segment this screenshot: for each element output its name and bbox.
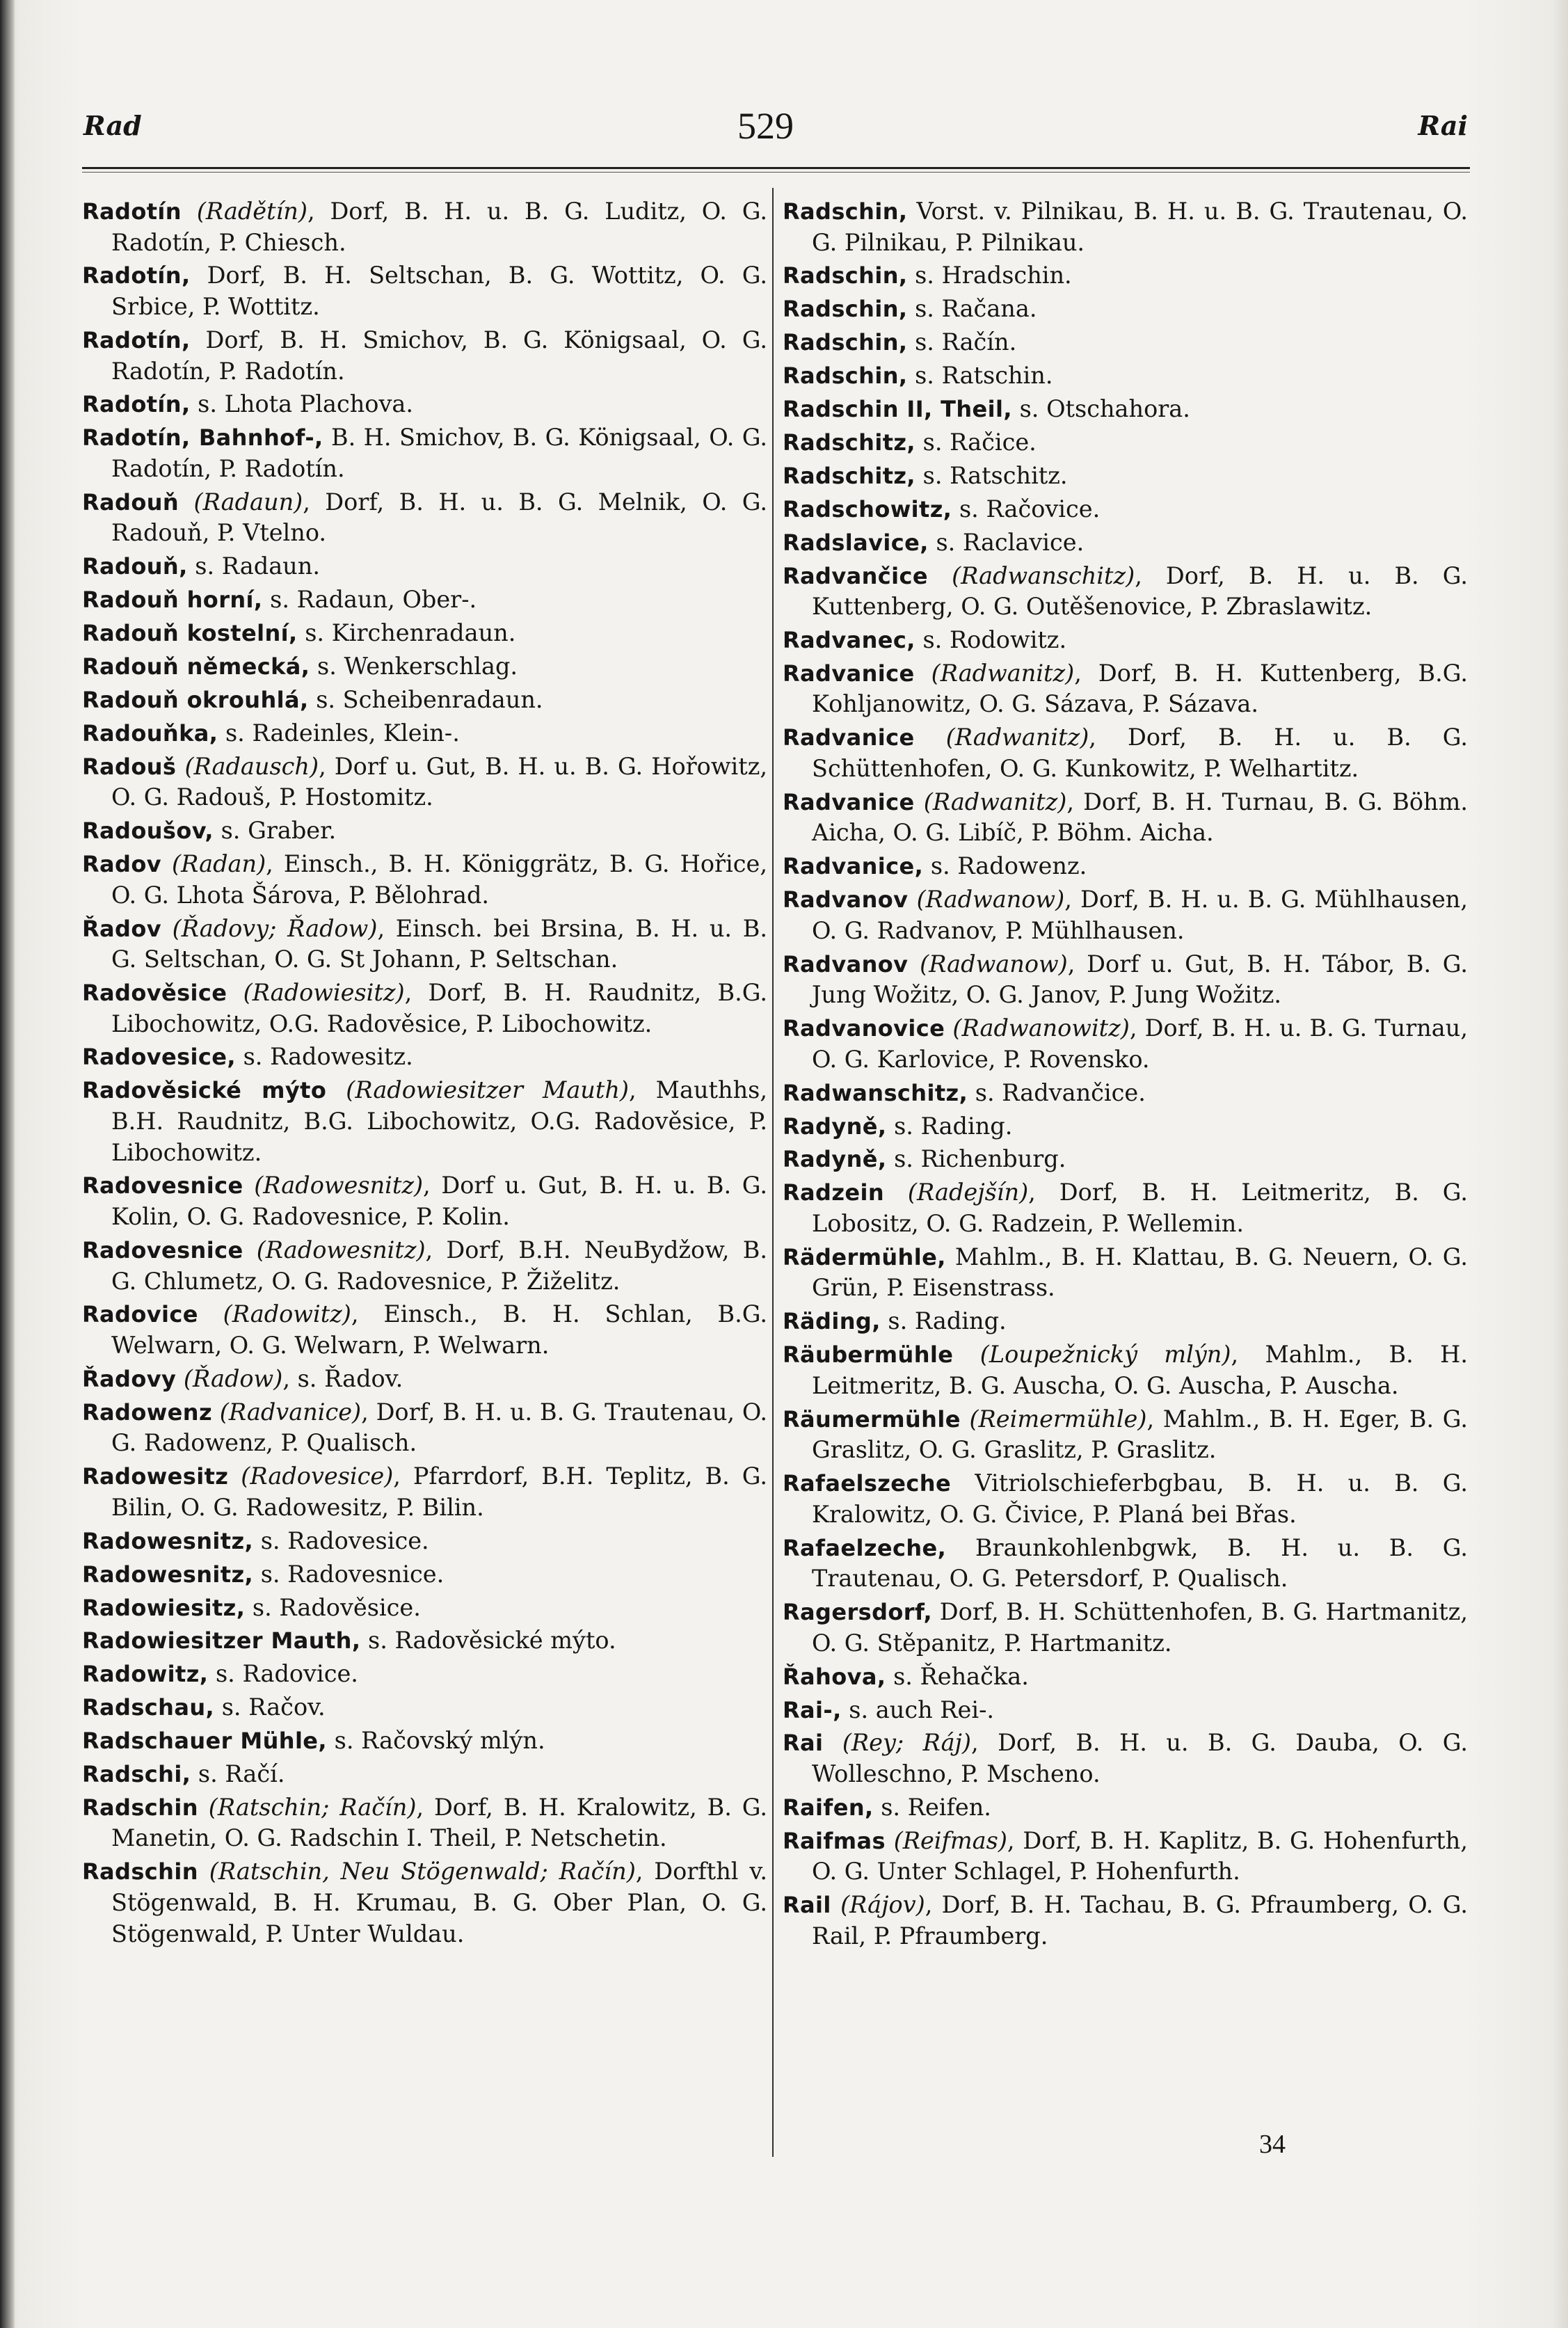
entry-description: , Einsch. bei Brsina, B. H. u. B. G. Seltschan, O. G. St Johann, P. Seltschan. (111, 914, 767, 973)
gazetteer-entry (783, 1306, 1468, 1337)
gazetteer-entry (783, 461, 1468, 492)
gazetteer-entry (82, 422, 767, 484)
entry-description: , s. Řadov. (282, 1364, 403, 1392)
entry-headword: Radotín (82, 198, 182, 225)
gazetteer-entry (783, 1695, 1468, 1726)
entry-description: s. Radovesice. (253, 1526, 429, 1554)
gazetteer-entry (783, 851, 1468, 882)
gazetteer-entry (82, 487, 767, 549)
entry-headword: Radschin, (783, 329, 908, 356)
gazetteer-entry (783, 1468, 1468, 1530)
entry-alternate-name: (Radejšín) (907, 1179, 1029, 1206)
entry-description: s. Radověsické mýto. (360, 1627, 616, 1655)
entry-headword: Raifen, (783, 1794, 874, 1821)
entry-alternate-name: (Řadovy; Řadow) (172, 914, 378, 942)
gazetteer-entry (82, 1526, 767, 1557)
entry-headword: Radvanice (783, 788, 915, 815)
entry-headword: Radschin, (783, 296, 908, 323)
entry-description: , Dorf, B. H. u. B. G. Kuttenberg, O. G. Outěšenovice, P. Zbraslawitz. (812, 561, 1468, 621)
entry-description: , Dorf u. Gut, B. H. u. B. G. Hořowitz, O. G. Radouš, P. Hostomitz. (111, 752, 767, 811)
entry-alternate-name: (Radwanowitz) (952, 1014, 1130, 1042)
gazetteer-entry (82, 551, 767, 582)
gazetteer-entry (783, 294, 1468, 325)
entry-headword: Radotín, (82, 262, 191, 289)
entry-alternate-name: (Radaun) (193, 488, 303, 516)
entry-description: s. Ratschin. (907, 362, 1053, 390)
gazetteer-entry (783, 1339, 1468, 1401)
entry-headword: Raifmas (783, 1827, 886, 1854)
gazetteer-entry (82, 914, 767, 975)
entry-alternate-name: (Řadow) (183, 1364, 283, 1392)
entry-description: , Dorf, B. H. Kuttenberg, B.G. Kohljanowitz, O. G. Sázava, P. Sázava. (812, 659, 1469, 718)
header-right-catchword: Rai (1418, 110, 1468, 141)
running-header (83, 104, 1468, 160)
entry-headword: Radschitz, (783, 429, 915, 456)
entry-alternate-name: (Radowiesitzer Mauth) (346, 1076, 629, 1104)
entry-description: , Mauthhs, B.H. Raudnitz, B.G. Libochowitz, O.G. Radověsice, P. Libochowitz. (111, 1076, 767, 1166)
gazetteer-entry (783, 722, 1468, 784)
right-column (783, 196, 1468, 1954)
gazetteer-entry (783, 561, 1468, 623)
entry-headword: Radvanice (783, 660, 915, 687)
entry-description: s. Račovský mlýn. (326, 1727, 545, 1755)
entry-headword: Radyně, (783, 1146, 887, 1173)
entry-description: s. Radvančice. (968, 1078, 1146, 1106)
gazetteer-entry (783, 1177, 1468, 1239)
entry-headword: Radschowitz, (783, 495, 952, 523)
entry-headword: Rafaelszeche (783, 1470, 952, 1497)
spine-shadow (0, 0, 15, 2328)
gazetteer-entry (82, 618, 767, 649)
gazetteer-entry (783, 1792, 1468, 1824)
gazetteer-entry (82, 685, 767, 716)
entry-description: s. Wenkerschlag. (310, 652, 518, 680)
entry-headword: Radowiesitzer Mauth, (82, 1627, 361, 1655)
entry-headword: Radovice (82, 1301, 198, 1328)
gazetteer-entry (82, 260, 767, 322)
entry-headword: Radvanov (783, 950, 909, 978)
gazetteer-entry (783, 1661, 1468, 1693)
column-divider (772, 188, 774, 2157)
entry-headword: Radouň kostelní, (82, 620, 298, 647)
entry-description: Dorf, B. H. Smichov, B. G. Königsaal, O. G. Radotín, P. Radotín. (111, 326, 767, 385)
entry-description: , Dorf, B. H. u. B. G. Schüttenhofen, O. G. Kunkowitz, P. Welhartitz. (812, 724, 1468, 782)
entry-headword: Radouň okrouhlá, (82, 686, 309, 713)
entry-description: s. Račovice. (952, 495, 1101, 523)
entry-description: , Dorf, B. H. Raudnitz, B.G. Libochowitz, O.G. Radověsice, P. Libochowitz. (111, 979, 767, 1037)
entry-description: s. Raclavice. (928, 528, 1085, 556)
gazetteer-entry (783, 1144, 1468, 1175)
entry-alternate-name: (Radwanow) (920, 950, 1068, 978)
entry-alternate-name: (Radausch) (184, 752, 319, 780)
gazetteer-entry (82, 1725, 767, 1757)
entry-alternate-name: (Radowesnitz) (256, 1236, 426, 1263)
gazetteer-entry (82, 751, 767, 813)
gazetteer-entry (82, 651, 767, 683)
gazetteer-entry (783, 787, 1468, 849)
entry-headword: Radověsice (82, 980, 227, 1006)
gazetteer-entry (82, 1461, 767, 1523)
gazetteer-entry (783, 1728, 1468, 1789)
header-rule (82, 167, 1470, 169)
gazetteer-entry (783, 658, 1468, 720)
gazetteer-entry (82, 1792, 767, 1854)
gazetteer-entry (82, 584, 767, 616)
entry-headword: Radvanov (783, 886, 909, 914)
entry-description: s. Radovesnice. (253, 1560, 445, 1588)
gazetteer-entry (82, 389, 767, 420)
entry-alternate-name: (Rájov) (840, 1891, 925, 1919)
gazetteer-entry (783, 260, 1468, 292)
entry-headword: Radschin (82, 1794, 198, 1821)
entry-description: , Dorf, B. H. u. B. G. Luditz, O. G. Radotín, P. Chiesch. (111, 198, 767, 256)
gazetteer-entry (82, 815, 767, 847)
entry-description: , Mahlm., B. H. Eger, B. G. Graslitz, O. G. Graslitz, P. Graslitz. (812, 1405, 1468, 1464)
entry-headword: Radvanec, (783, 626, 915, 653)
entry-alternate-name: (Radwanitz) (923, 788, 1067, 815)
entry-headword: Radowiesitz, (82, 1594, 246, 1621)
gazetteer-entry (82, 1397, 767, 1459)
entry-description: , Dorf, B. H. Kralowitz, B. G. Manetin, O. G. Radschin I. Theil, P. Netschetin. (111, 1793, 767, 1852)
entry-description: s. Račí. (191, 1760, 285, 1787)
entry-headword: Radschin, (783, 262, 908, 289)
gazetteer-entry (783, 527, 1468, 559)
entry-description: , Dorfthl v. Stögenwald, B. H. Krumau, B. G. Ober Plan, O. G. Stögenwald, P. Unter Wuldau. (111, 1858, 767, 1947)
entry-alternate-name: (Radovesice) (241, 1462, 394, 1490)
gazetteer-entry (783, 1078, 1468, 1109)
entry-headword: Radschitz, (783, 462, 915, 489)
gazetteer-entry (783, 1826, 1468, 1888)
entry-description: s. auch Rei-. (841, 1696, 995, 1723)
entry-headword: Radověsické mýto (82, 1077, 327, 1104)
entry-description: Vorst. v. Pilnikau, B. H. u. B. G. Trautenau, O. G. Pilnikau, P. Pilnikau. (812, 198, 1468, 256)
entry-headword: Radwanschitz, (783, 1079, 968, 1106)
entry-description: , Einsch., B. H. Königgrätz, B. G. Hořice, O. G. Lhota Šárova, P. Bělohrad. (111, 850, 767, 909)
entry-description: s. Graber. (213, 817, 337, 845)
gazetteer-entry (82, 849, 767, 911)
entry-description: , Pfarrdorf, B.H. Teplitz, B. G. Bilin, O. G. Radowesitz, P. Bilin. (111, 1462, 767, 1521)
left-column (82, 196, 767, 1952)
entry-description: s. Richenburg. (886, 1145, 1066, 1173)
entry-headword: Radovesnice (82, 1172, 243, 1199)
entry-alternate-name: (Radwanitz) (945, 724, 1089, 751)
gazetteer-entry (82, 325, 767, 387)
page-number: 529 (737, 105, 794, 147)
gazetteer-entry (82, 1692, 767, 1723)
entry-headword: Räubermühle (783, 1341, 954, 1369)
entry-alternate-name: (Ratschin; Račín) (208, 1793, 417, 1821)
signature-mark: 34 (1259, 2130, 1286, 2159)
gazetteer-entry (82, 1299, 767, 1361)
entry-headword: Radyně, (783, 1113, 887, 1140)
gazetteer-entry (783, 1890, 1468, 1952)
entry-alternate-name: (Radwanschitz) (952, 561, 1135, 589)
entry-headword: Rai-, (783, 1696, 842, 1723)
entry-alternate-name: (Radan) (172, 850, 266, 878)
entry-alternate-name: (Radowitz) (223, 1300, 351, 1328)
entry-headword: Radouň (82, 488, 179, 516)
gazetteer-entry (783, 360, 1468, 392)
gazetteer-entry (82, 196, 767, 258)
gazetteer-entry (82, 1364, 767, 1395)
entry-description: , Dorf, B. H. u. B. G. Turnau, O. G. Karlovice, P. Rovensko. (812, 1014, 1468, 1073)
entry-description: , Dorf, B.H. NeuBydžow, B. G. Chlumetz, O. G. Radovesnice, P. Žiželitz. (111, 1236, 767, 1295)
entry-description: , Dorf u. Gut, B. H. u. B. G. Kolin, O. G. Radovesnice, P. Kolin. (111, 1172, 767, 1231)
entry-description: s. Rodowitz. (915, 625, 1067, 653)
entry-headword: Řadovy (82, 1365, 177, 1392)
gazetteer-entry (82, 1659, 767, 1690)
entry-alternate-name: (Ratschin, Neu Stögenwald; Račín) (209, 1858, 636, 1885)
entry-headword: Rail (783, 1892, 831, 1919)
entry-description: s. Radovice. (208, 1660, 358, 1688)
gazetteer-entry (783, 884, 1468, 946)
entry-description: s. Rading. (880, 1307, 1007, 1335)
entry-description: , Einsch., B. H. Schlan, B.G. Welwarn, O. G. Welwarn, P. Welwarn. (111, 1300, 767, 1360)
entry-headword: Radouš (82, 753, 177, 780)
entry-alternate-name: (Radowesnitz) (254, 1172, 424, 1199)
entry-headword: Radschin, (783, 362, 908, 390)
entry-headword: Řadov (82, 915, 161, 942)
entry-description: Dorf, B. H. Schüttenhofen, B. G. Hartmanitz, O. G. Stěpanitz, P. Hartmanitz. (812, 1598, 1468, 1657)
entry-description: s. Ratschitz. (915, 461, 1068, 489)
gazetteer-entry (82, 1075, 767, 1168)
entry-description: , Dorf, B. H. Leitmeritz, B. G. Lobositz, O. G. Radzein, P. Wellemin. (812, 1179, 1468, 1237)
entry-headword: Radovesnice (82, 1236, 243, 1263)
entry-description: B. H. Smichov, B. G. Königsaal, O. G. Radotín, P. Radotín. (111, 424, 768, 482)
entry-alternate-name: (Reifmas) (893, 1826, 1007, 1854)
entry-headword: Radowesnitz, (82, 1527, 254, 1554)
entry-description: Dorf, B. H. Seltschan, B. G. Wottitz, O. G. Srbice, P. Wottitz. (111, 262, 767, 321)
gazetteer-entry (783, 1404, 1468, 1466)
entry-headword: Rädermühle, (783, 1243, 946, 1270)
entry-description: , Dorf u. Gut, B. H. Tábor, B. G. Jung Wožitz, O. G. Janov, P. Jung Wožitz. (812, 950, 1468, 1009)
entry-description: s. Račov. (214, 1693, 326, 1721)
entry-headword: Radvanice (783, 724, 915, 751)
gazetteer-entry (783, 196, 1468, 258)
header-left-catchword: Rad (83, 110, 142, 141)
header-rule-thin (82, 172, 1470, 173)
entry-headword: Radschi, (82, 1761, 191, 1787)
entry-headword: Rafaelzeche, (783, 1534, 947, 1561)
gazetteer-entry (783, 1597, 1468, 1659)
gazetteer-entry (783, 1533, 1468, 1595)
gazetteer-entry (82, 718, 767, 749)
entry-description: s. Račana. (907, 295, 1037, 323)
entry-description: , Dorf, B. H. u. B. G. Dauba, O. G. Wolleschno, P. Mscheno. (812, 1729, 1468, 1787)
gazetteer-entry (82, 1593, 767, 1624)
entry-description: , Dorf, B. H. Kaplitz, B. G. Hohenfurth, O. G. Unter Schlagel, P. Hohenfurth. (812, 1826, 1468, 1885)
entry-description: , Dorf, B. H. u. B. G. Melnik, O. G. Radouň, P. Vtelno. (111, 488, 767, 547)
entry-description: s. Radaun, Ober-. (262, 586, 477, 614)
entry-headword: Rai (783, 1730, 824, 1757)
gazetteer-entry (82, 978, 767, 1039)
gazetteer-entry (82, 1559, 767, 1590)
entry-description: s. Radaun. (187, 552, 320, 580)
gazetteer-entry (783, 625, 1468, 656)
entry-headword: Radov (82, 851, 161, 878)
entry-description: s. Radeinles, Klein-. (218, 719, 460, 747)
gazetteer-entry (783, 1111, 1468, 1142)
entry-description: s. Scheibenradaun. (308, 685, 543, 713)
entry-alternate-name: (Radowiesitz) (243, 979, 405, 1006)
entry-headword: Radotín, Bahnhof-, (82, 424, 323, 452)
gazetteer-entry (82, 1625, 767, 1657)
entry-headword: Radowenz (82, 1398, 212, 1426)
entry-headword: Radzein (783, 1179, 885, 1206)
entry-headword: Radouň horní, (82, 587, 263, 614)
entry-description: s. Radowesitz. (235, 1043, 413, 1071)
entry-headword: Radovesice, (82, 1044, 236, 1071)
gazetteer-entry (82, 1856, 767, 1950)
entry-alternate-name: (Radwanitz) (931, 659, 1075, 687)
entry-description: , Dorf, B. H. Turnau, B. G. Böhm. Aicha, O. G. Libíč, P. Böhm. Aicha. (812, 788, 1468, 847)
entry-description: s. Radověsice. (245, 1593, 421, 1621)
entry-description: s. Radowenz. (923, 852, 1087, 880)
entry-headword: Radvanovice (783, 1015, 945, 1042)
entry-description: , Dorf, B. H. u. B. G. Trautenau, O. G. Radowenz, P. Qualisch. (111, 1398, 767, 1457)
entry-headword: Radschauer Mühle, (82, 1728, 327, 1755)
entry-alternate-name: (Radvanice) (219, 1398, 362, 1426)
entry-headword: Radowesitz (82, 1463, 229, 1490)
gazetteer-entry (82, 1235, 767, 1297)
gazetteer-entry (783, 394, 1468, 425)
entry-headword: Radouň německá, (82, 653, 310, 680)
gazetteer-entry (82, 1170, 767, 1232)
gazetteer-entry (783, 1013, 1468, 1075)
entry-description: s. Hradschin. (907, 262, 1072, 289)
entry-headword: Radowitz, (82, 1661, 209, 1688)
gazetteer-entry (82, 1042, 767, 1073)
entry-alternate-name: (Rey; Ráj) (842, 1729, 971, 1757)
entry-description: s. Lhota Plachova. (190, 390, 414, 418)
gazetteer-entry (783, 1242, 1468, 1304)
entry-description: Braunkohlenbgwk, B. H. u. B. G. Trautenau, O. G. Petersdorf, P. Qualisch. (812, 1533, 1468, 1593)
entry-headword: Radvanice, (783, 853, 924, 880)
entry-description: s. Otschahora. (1011, 395, 1190, 423)
entry-headword: Radvančice (783, 562, 928, 589)
entry-description: , Mahlm., B. H. Leitmeritz, B. G. Auscha, O. G. Auscha, P. Auscha. (812, 1341, 1468, 1399)
entry-headword: Räumermühle (783, 1405, 961, 1433)
entry-description: s. Rading. (886, 1112, 1013, 1140)
entry-headword: Radouň, (82, 553, 188, 580)
gazetteer-entry (783, 427, 1468, 459)
entry-headword: Řahova, (783, 1663, 886, 1690)
entry-headword: Ragersdorf, (783, 1599, 933, 1626)
entry-headword: Radotín, (82, 326, 191, 353)
entry-alternate-name: (Radětín) (196, 198, 307, 225)
gazetteer-entry (783, 327, 1468, 358)
entry-headword: Radowesnitz, (82, 1561, 254, 1588)
gazetteer-entry (82, 1759, 767, 1790)
entry-description: , Dorf, B. H. u. B. G. Mühlhausen, O. G. Radvanov, P. Mühlhausen. (812, 886, 1469, 944)
entry-description: Mahlm., B. H. Klattau, B. G. Neuern, O. G. Grün, P. Eisenstrass. (812, 1243, 1468, 1302)
entry-description: s. Reifen. (873, 1793, 991, 1821)
entry-alternate-name: (Radwanow) (916, 886, 1065, 914)
entry-headword: Radotín, (82, 391, 191, 418)
entry-headword: Radschau, (82, 1694, 215, 1721)
entry-description: s. Řehačka. (886, 1662, 1029, 1690)
entry-headword: Radouňka, (82, 719, 218, 747)
entry-headword: Radoušov, (82, 818, 214, 845)
entry-headword: Radslavice, (783, 529, 929, 556)
gazetteer-entry (783, 949, 1468, 1011)
entry-alternate-name: (Reimermühle) (969, 1405, 1147, 1433)
entry-headword: Radschin (82, 1858, 198, 1885)
entry-alternate-name: (Loupežnický mlýn) (979, 1341, 1231, 1369)
entry-description: s. Kirchenradaun. (297, 619, 516, 647)
entry-description: s. Račín. (907, 328, 1017, 356)
entry-headword: Radschin II, Theil, (783, 396, 1012, 423)
entry-headword: Radschin, (783, 198, 908, 225)
entry-headword: Räding, (783, 1308, 881, 1335)
gazetteer-entry (783, 494, 1468, 525)
entry-description: Vitriolschieferbgbau, B. H. u. B. G. Kralowitz, O. G. Čivice, P. Planá bei Břas. (812, 1469, 1468, 1528)
entry-description: , Dorf, B. H. Tachau, B. G. Pfraumberg, O. G. Rail, P. Pfraumberg. (812, 1891, 1468, 1950)
entry-description: s. Račice. (915, 428, 1037, 456)
